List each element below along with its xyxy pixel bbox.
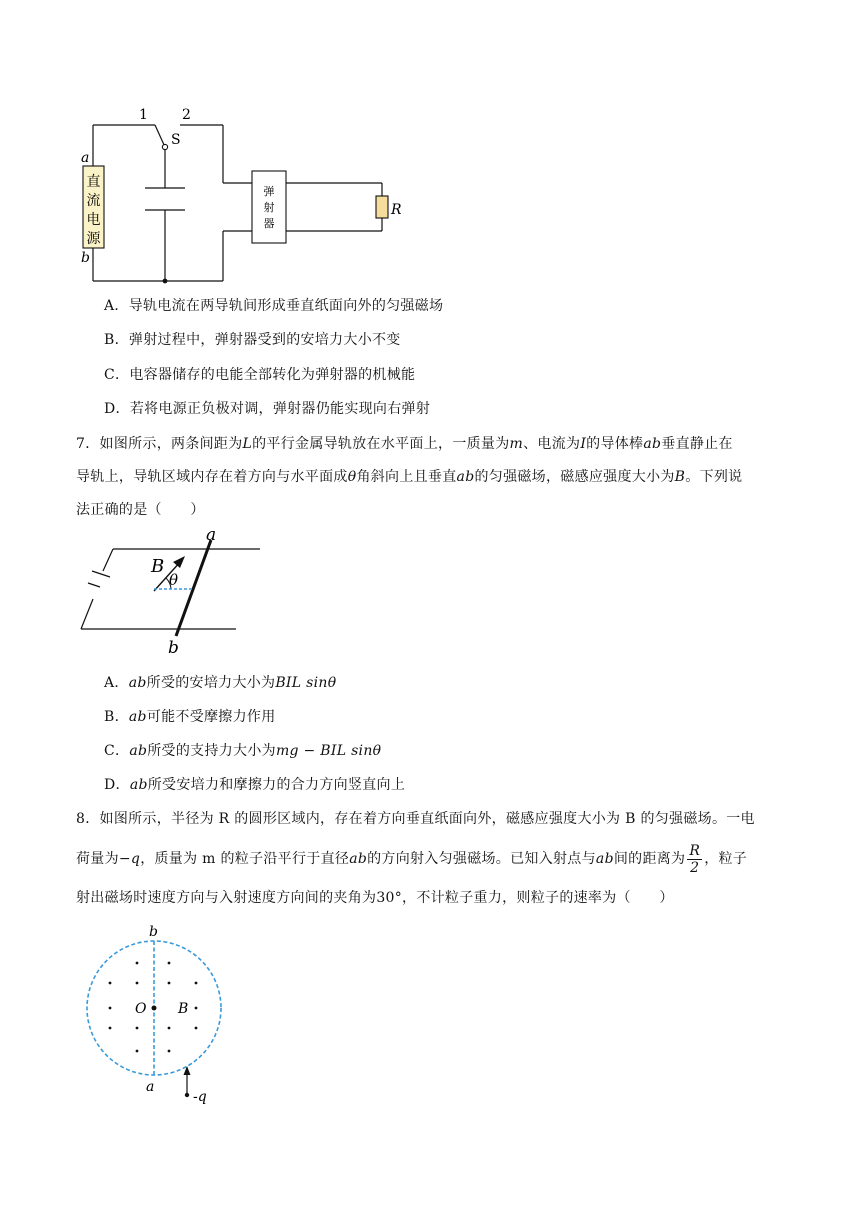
q8-stem-line-3: 射出磁场时速度方向与入射速度方向间的夹角为30°，不计粒子重力，则粒子的速率为（ ）	[76, 890, 674, 906]
circular-field-figure	[80, 915, 240, 1110]
terminal-b-label: b	[81, 250, 90, 266]
q7-option-b: B．ab可能不受摩擦力作用	[104, 709, 276, 725]
launcher-char-3: 器	[263, 217, 275, 230]
battery-char-2: 流	[86, 193, 101, 209]
capacitor-launcher-circuit-figure	[70, 100, 400, 290]
resistor	[376, 196, 388, 218]
q7-option-d: D．ab所受安培力和摩擦力的合力方向竖直向上	[104, 777, 406, 793]
q7-stem-line-3: 法正确的是（ ）	[76, 502, 205, 518]
battery-char-1: 直	[86, 174, 101, 190]
q8-stem-line-1: 8．如图所示，半径为 R 的圆形区域内，存在着方向垂直纸面向外，磁感应强度大小为 B 的匀强磁场。一电	[76, 811, 755, 827]
terminal-a-label: a	[81, 150, 90, 166]
resistor-label: R	[391, 202, 402, 218]
q6-option-b: B．弹射过程中，弹射器受到的安培力大小不变	[104, 332, 401, 348]
particle-charge-label: -q	[193, 1089, 207, 1105]
rails-rod-figure	[70, 525, 270, 660]
launcher-char-1: 弹	[263, 185, 275, 198]
theta-label: θ	[169, 571, 179, 589]
rod-end-a-label: a	[206, 525, 217, 545]
diameter-end-b-label: b	[149, 924, 158, 940]
switch-position-2: 2	[182, 107, 191, 123]
q8-stem-line-2: 荷量为−q，质量为 m 的粒子沿平行于直径ab的方向射入匀强磁场。已知入射点与ab间的距离为 $\frac{R}{2}$ ，粒子	[76, 842, 748, 876]
field-b-label: B	[151, 556, 165, 577]
rod-end-b-label: b	[168, 638, 179, 658]
r-over-2-fraction: $\frac{R}{2}$	[689, 842, 701, 876]
q6-option-a: A．导轨电流在两导轨间形成垂直纸面向外的匀强磁场	[104, 298, 444, 314]
battery-char-4: 源	[86, 231, 101, 247]
q7-option-a: A．ab所受的安培力大小为BIL sinθ	[104, 675, 337, 691]
diameter-end-a-label: a	[146, 1079, 155, 1095]
q7-stem-line-2: 导轨上，导轨区域内存在着方向与水平面成θ角斜向上且垂直ab的匀强磁场，磁感应强度大小为B。下列说	[76, 469, 743, 485]
q7-stem-line-1: 7．如图所示，两条间距为L的平行金属导轨放在水平面上，一质量为m、电流为I的导体棒ab垂直静止在	[76, 436, 733, 452]
q6-option-c: C．电容器储存的电能全部转化为弹射器的机械能	[104, 367, 416, 383]
launcher-char-2: 射	[263, 201, 275, 214]
switch-position-1: 1	[139, 107, 148, 123]
battery-char-3: 电	[86, 212, 101, 228]
field-b-label-circle: B	[178, 1001, 189, 1017]
q7-option-c: C．ab所受的支持力大小为mg − BIL sinθ	[104, 743, 382, 759]
center-o-label: O	[135, 1001, 147, 1017]
q6-option-d: D．若将电源正负极对调，弹射器仍能实现向右弹射	[104, 401, 431, 417]
switch-label: S	[171, 132, 181, 148]
